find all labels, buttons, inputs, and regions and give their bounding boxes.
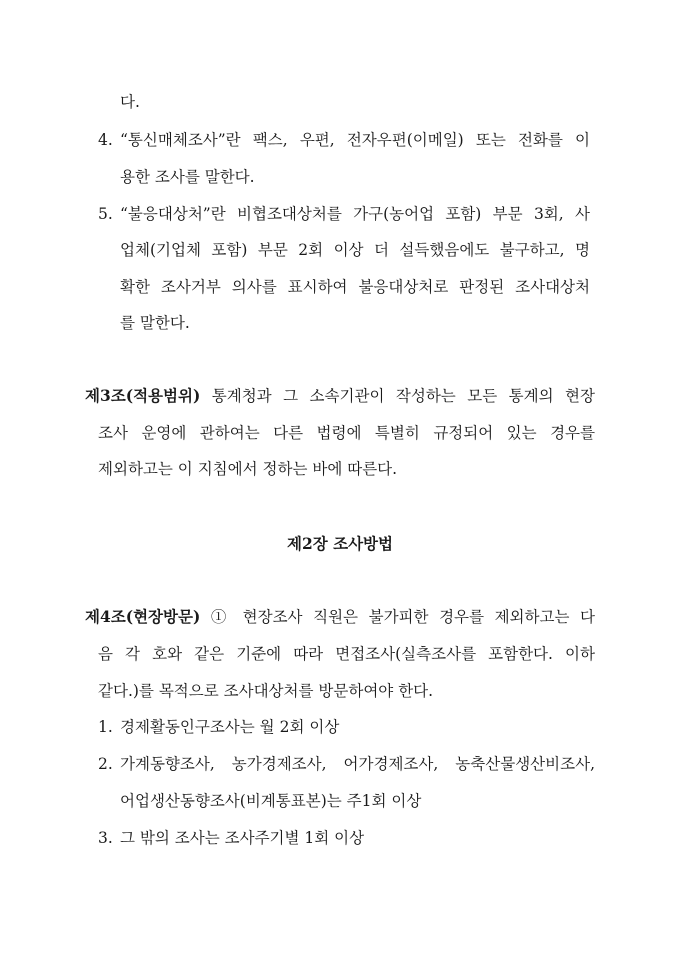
article4-item1-number: 1.	[98, 718, 113, 736]
article3-line1	[85, 386, 595, 406]
article3-line3: 제외하고는 이 지침에서 정하는 바에 따른다.	[98, 460, 398, 478]
article4-heading: 제4조(현장방문)	[85, 607, 201, 626]
item5-line4: 를 말한다.	[120, 314, 190, 332]
article4-item3-number: 3.	[98, 829, 113, 847]
article4-item2-number: 2.	[98, 755, 113, 773]
chapter-title: 제2장 조사방법	[286, 534, 394, 553]
article3-line1-text: 통계청과 그 소속기관이 작성하는 모든 통계의 현장	[211, 387, 595, 405]
article4-item3-text: 그 밖의 조사는 조사주기별 1회 이상	[120, 829, 365, 847]
item3-tail: 다.	[120, 93, 140, 111]
article3-heading: 제3조(적용범위)	[85, 386, 201, 405]
article4-line2: 음 각 호와 같은 기준에 따라 면접조사(실측조사를 포함한다. 이하	[98, 645, 595, 663]
item4-line2: 용한 조사를 말한다.	[120, 168, 255, 186]
item5-line1: “불응대상처”란 비협조대상처를 가구(농어업 포함) 부문 3회, 사	[120, 205, 590, 223]
item5-line2: 업체(기업체 포함) 부문 2회 이상 더 설득했음에도 불구하고, 명	[120, 241, 590, 259]
article4-line3: 같다.)를 목적으로 조사대상처를 방문하여야 한다.	[98, 682, 434, 700]
article4-line1-text: ① 현장조사 직원은 불가피한 경우를 제외하고는 다	[210, 608, 595, 626]
item4-number: 4.	[98, 131, 113, 149]
item5-line3: 확한 조사거부 의사를 표시하여 불응대상처로 판정된 조사대상처	[120, 278, 590, 296]
article4-item2-line1: 가계동향조사, 농가경제조사, 어가경제조사, 농축산물생산비조사,	[120, 755, 595, 773]
article4-item2-line2: 어업생산동향조사(비계통표본)는 주1회 이상	[120, 792, 422, 810]
item5-number: 5.	[98, 205, 113, 223]
article4-item1-text: 경제활동인구조사는 월 2회 이상	[120, 718, 340, 736]
article4-line1	[85, 607, 595, 627]
article3-line2: 조사 운영에 관하여는 다른 법령에 특별히 규정되어 있는 경우를	[98, 424, 595, 442]
item4-line1: “통신매체조사”란 팩스, 우편, 전자우편(이메일) 또는 전화를 이	[120, 131, 590, 149]
